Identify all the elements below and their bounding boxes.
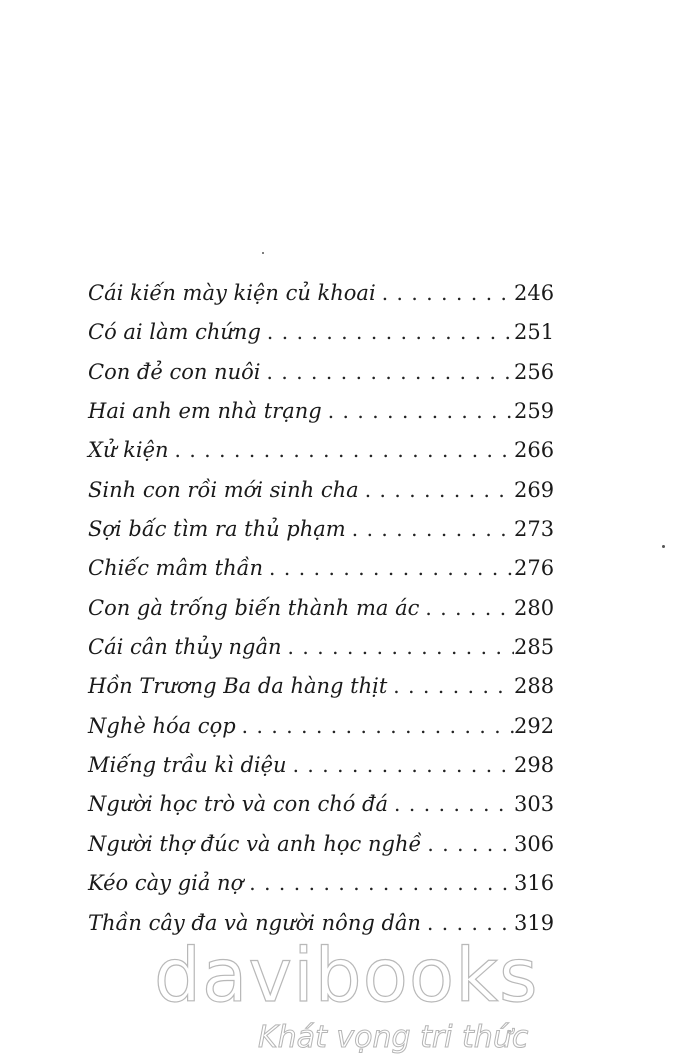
toc-entry-page: 319 — [514, 910, 555, 935]
toc-entry-page: 288 — [514, 674, 555, 699]
watermark — [150, 928, 570, 1058]
toc-entry-page: 285 — [514, 635, 555, 660]
toc-entry-title: Hồn Trương Ba da hàng thịt — [88, 674, 388, 699]
toc-entry — [0, 390, 700, 429]
toc-entry-page: 266 — [514, 438, 555, 463]
toc-entry — [0, 272, 700, 311]
toc-entry — [0, 469, 700, 508]
toc-entry — [0, 311, 700, 350]
toc-entry-title: Sinh con rồi mới sinh cha — [88, 477, 359, 502]
toc-entry-leader-dots — [287, 750, 514, 780]
toc-entry-title: Sợi bấc tìm ra thủ phạm — [88, 517, 346, 542]
toc-entry — [0, 587, 700, 626]
watermark-brand: davibooks — [154, 933, 539, 1019]
toc-entry-leader-dots — [388, 789, 514, 819]
toc-entry-page: 280 — [514, 595, 555, 620]
toc-entry-title: Kéo cày giả nợ — [88, 871, 244, 896]
toc-entry-page: 251 — [514, 320, 555, 345]
toc-entry — [0, 508, 700, 547]
toc-entry — [0, 705, 700, 744]
toc-entry-page: 306 — [514, 831, 555, 856]
toc-entry-page: 316 — [514, 871, 555, 896]
toc-entry-leader-dots — [169, 435, 514, 465]
toc-entry-leader-dots — [243, 868, 514, 898]
toc-entry-leader-dots — [387, 671, 514, 701]
toc-entry-title: Thần cây đa và người nông dân — [88, 910, 421, 935]
toc-entry-leader-dots — [376, 278, 514, 308]
toc-entry — [0, 547, 700, 586]
toc-entry-leader-dots — [260, 357, 514, 387]
toc-entry-title: Xử kiện — [88, 438, 169, 463]
toc-entry-title: Chiếc mâm thần — [88, 556, 264, 581]
toc-entry-leader-dots — [261, 317, 514, 347]
toc-entry-leader-dots — [282, 632, 514, 662]
toc-entry-title: Nghè hóa cọp — [88, 713, 236, 738]
toc-entry-page: 292 — [514, 713, 555, 738]
scan-speck — [662, 545, 665, 548]
toc-entry-title: Người thợ đúc và anh học nghề — [88, 831, 422, 856]
toc-entry-page: 298 — [514, 753, 555, 778]
toc-entry-title: Hai anh em nhà trạng — [88, 399, 322, 424]
toc-entry-leader-dots — [322, 396, 514, 426]
toc-entry-page: 259 — [514, 399, 555, 424]
scan-speck — [262, 252, 264, 254]
toc-entry — [0, 351, 700, 390]
toc-entry-leader-dots — [359, 475, 514, 505]
toc-entry-page: 256 — [514, 359, 555, 384]
toc-entry — [0, 823, 700, 862]
toc-entry-page: 276 — [514, 556, 555, 581]
toc-entry — [0, 744, 700, 783]
table-of-contents — [0, 272, 700, 941]
toc-entry-title: Miếng trầu kì diệu — [88, 753, 287, 778]
toc-entry-title: Con gà trống biến thành ma ác — [88, 595, 420, 620]
toc-entry-page: 246 — [514, 281, 555, 305]
toc-entry-title: Có ai làm chứng — [88, 320, 261, 345]
toc-entry-page: 273 — [514, 517, 555, 542]
toc-entry-title: Cái cân thủy ngân — [88, 635, 282, 660]
toc-entry-title: Cái kiến mày kiện củ khoai — [88, 281, 376, 305]
toc-entry-title: Người học trò và con chó đá — [88, 792, 389, 817]
toc-entry-leader-dots — [421, 829, 514, 859]
toc-entry-page: 303 — [514, 792, 555, 817]
toc-entry — [0, 862, 700, 901]
toc-entry-leader-dots — [236, 711, 514, 741]
toc-entry-leader-dots — [419, 593, 514, 623]
toc-entry-leader-dots — [263, 553, 514, 583]
toc-entry-leader-dots — [346, 514, 514, 544]
toc-entry-title: Con đẻ con nuôi — [88, 359, 261, 384]
toc-entry — [0, 665, 700, 704]
toc-entry — [0, 429, 700, 468]
watermark-tagline: Khát vọng tri thức — [258, 1020, 529, 1055]
toc-entry — [0, 626, 700, 665]
toc-entry — [0, 783, 700, 822]
toc-entry-page: 269 — [514, 477, 555, 502]
